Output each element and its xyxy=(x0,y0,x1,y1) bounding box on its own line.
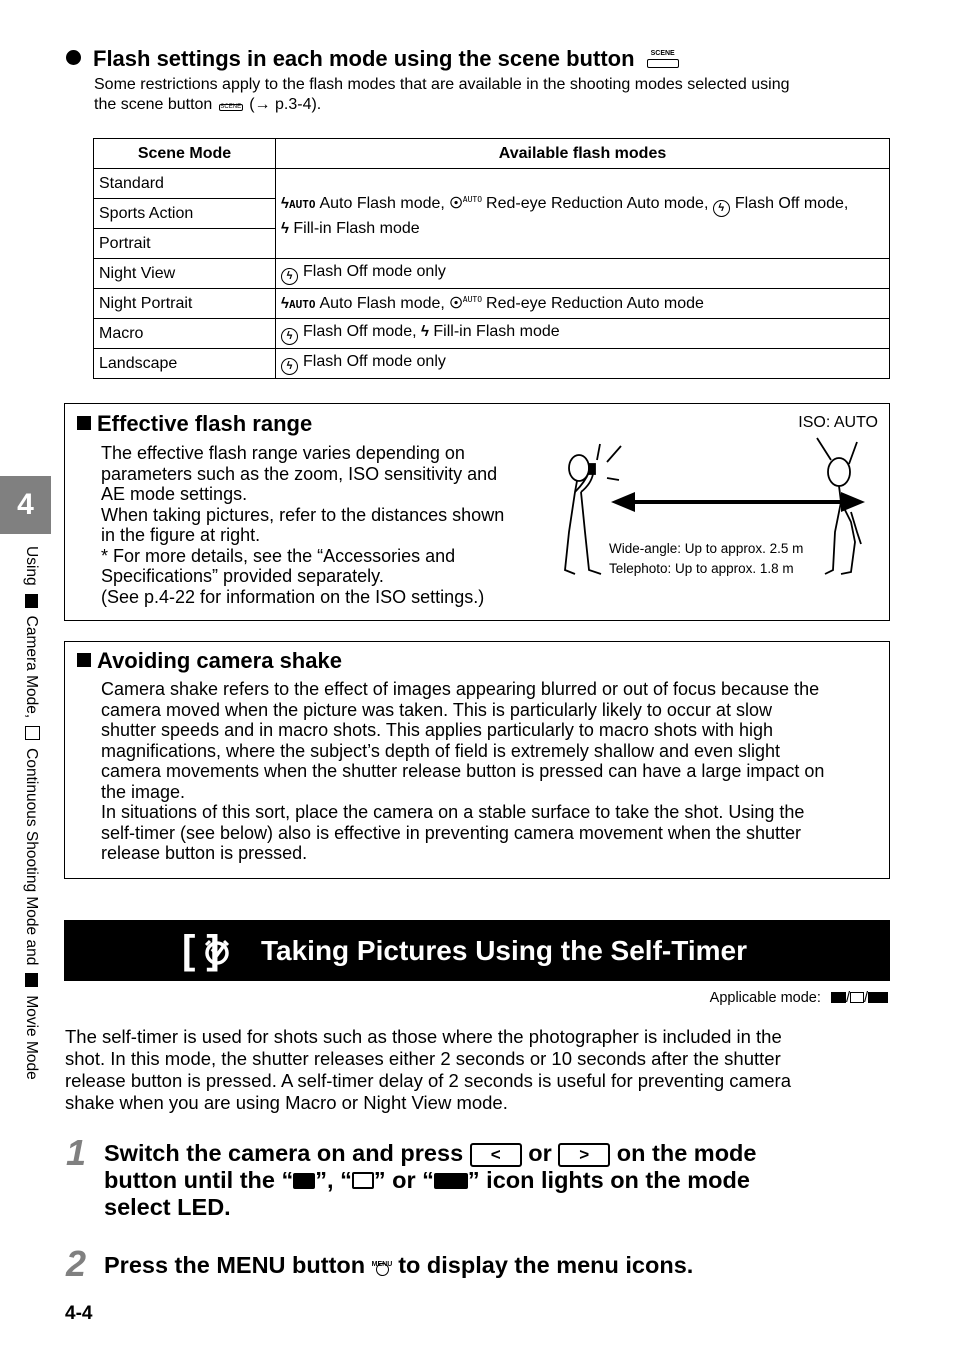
self-timer-title-bar xyxy=(64,920,890,981)
body-line: self-timer (see below) also is effective in preventing camera movement when the shutter xyxy=(101,822,801,843)
flash-mode-text: Flash Off mode, xyxy=(734,194,849,212)
table-header-row xyxy=(94,139,890,169)
flash-off-icon: ϟ xyxy=(281,268,298,285)
camera-icon xyxy=(25,594,38,608)
title-bracket: [ ] xyxy=(182,928,220,972)
scene-button-icon xyxy=(219,97,243,111)
body-line: When taking pictures, refer to the distances shown xyxy=(101,504,505,525)
flash-settings-description xyxy=(94,75,894,115)
box-title-text: Effective flash range xyxy=(97,411,313,436)
section-heading-flash-settings xyxy=(66,46,679,72)
side-text-part: Movie Mode xyxy=(23,995,40,1080)
continuous-shooting-icon xyxy=(850,992,864,1003)
column-header-scene-mode: Scene Mode xyxy=(94,139,276,169)
flash-mode-text: Fill-in Flash mode xyxy=(433,322,560,340)
continuous-shooting-icon xyxy=(352,1172,374,1189)
scene-icon-label: SCENE xyxy=(220,104,242,110)
table-row xyxy=(94,319,890,349)
body-line: parameters such as the zoom, ISO sensitivity and xyxy=(101,463,498,484)
self-timer-intro xyxy=(65,1026,885,1114)
redeye-icon: ☉ xyxy=(449,194,463,212)
flash-range-illustration xyxy=(555,432,885,582)
scene-mode-cell: Sports Action xyxy=(94,199,276,229)
scene-mode-cell: Macro xyxy=(94,319,276,349)
scene-button-icon xyxy=(647,50,679,68)
step-number: 2 xyxy=(66,1243,87,1284)
body-line: release button is pressed. xyxy=(101,843,308,863)
flash-mode-text: Flash Off mode only xyxy=(303,352,446,370)
chapter-tab: 4 xyxy=(0,476,51,534)
description-line: Some restrictions apply to the flash modes that are available in the shooting modes selected using xyxy=(94,76,790,93)
flash-modes-cell xyxy=(276,319,890,349)
box-title xyxy=(77,648,342,674)
iso-label: ISO: AUTO xyxy=(798,414,878,431)
step-1-text xyxy=(104,1140,894,1221)
flash-icon: ϟ xyxy=(281,194,289,212)
flash-modes-cell xyxy=(276,289,890,319)
flash-icon: ϟ xyxy=(281,295,289,312)
body-line: The self-timer is used for shots such as those where the photographer is included in the xyxy=(65,1026,782,1047)
menu-icon-label: MENU xyxy=(371,1261,393,1268)
body-line: camera movements when the shutter release button is pressed can have a large impact on xyxy=(101,761,825,781)
continuous-shooting-icon xyxy=(25,726,40,740)
side-text-part: Camera Mode, xyxy=(23,615,40,719)
step-text-part: ” or “ xyxy=(373,1167,434,1193)
body-line: Specifications” provided separately. xyxy=(101,566,384,586)
flash-mode-text: Auto Flash mode, xyxy=(319,194,445,212)
step-2-text xyxy=(104,1251,894,1279)
scene-icon-label: SCENE xyxy=(650,50,675,57)
menu-button-icon xyxy=(372,1251,392,1277)
flash-modes-table xyxy=(93,138,890,379)
table-row xyxy=(94,169,890,199)
auto-label: AUTO xyxy=(288,197,316,211)
right-button-key: > xyxy=(558,1143,610,1167)
flash-mode-text: Fill-in Flash mode xyxy=(293,219,420,237)
self-timer-icon xyxy=(202,938,232,966)
box-title xyxy=(77,411,312,437)
flash-mode-text: Flash Off mode, xyxy=(303,322,417,340)
wide-angle-range-text: Wide-angle: Up to approx. 2.5 m xyxy=(609,541,804,556)
movie-icon xyxy=(434,1173,468,1189)
step-text-part: button until the “ xyxy=(104,1167,294,1193)
auto-label: AUTO xyxy=(462,295,483,304)
scene-mode-cell: Portrait xyxy=(94,229,276,259)
flash-mode-text: Red-eye Reduction Auto mode, xyxy=(486,194,709,212)
section-title: Taking Pictures Using the Self-Timer xyxy=(261,935,747,966)
body-line: Camera shake refers to the effect of images appearing blurred or out of focus because the xyxy=(101,679,820,699)
auto-label: AUTO xyxy=(462,194,483,204)
side-text-part: Using xyxy=(23,546,40,586)
side-chapter-title xyxy=(20,546,42,1186)
telephoto-range-text: Telephoto: Up to approx. 1.8 m xyxy=(609,561,794,576)
flash-off-icon: ϟ xyxy=(281,358,298,375)
bullet-icon xyxy=(66,50,81,65)
flash-icon: ϟ xyxy=(420,322,429,340)
body-line: magnifications, where the subject’s depth of field is extremely shallow and even slight xyxy=(101,740,781,761)
body-line: release button is pressed. A self-timer delay of 2 seconds is useful for preventing camera xyxy=(65,1070,791,1091)
body-line: in the figure at right. xyxy=(101,525,261,545)
flash-modes-cell xyxy=(276,169,890,259)
scene-mode-cell: Night Portrait xyxy=(94,289,276,319)
page-number: 4-4 xyxy=(65,1303,93,1324)
step-text-part: on the mode xyxy=(616,1140,757,1166)
body-line: camera moved when the picture was taken. This is particularly likely to occur at slow xyxy=(101,699,772,720)
applicable-mode: Applicable mode: / / xyxy=(710,990,888,1006)
page-reference: (→ p.3-4). xyxy=(249,96,322,113)
applicable-label: Applicable mode: xyxy=(709,990,821,1006)
flash-range-text xyxy=(101,443,551,607)
body-line: * For more details, see the “Accessories and xyxy=(101,545,456,566)
table-row xyxy=(94,349,890,379)
body-line: (See p.4-22 for information on the ISO settings.) xyxy=(101,586,485,607)
left-button-key: < xyxy=(470,1143,522,1167)
step-line: select LED. xyxy=(104,1194,231,1220)
heading-text: Flash settings in each mode using the scene button xyxy=(93,46,635,71)
camera-icon xyxy=(293,1173,315,1189)
body-line: shot. In this mode, the shutter releases either 2 seconds or 10 seconds after the shutter xyxy=(65,1048,781,1069)
side-text-part: Continuous Shooting Mode and xyxy=(23,748,40,966)
camera-icon xyxy=(831,992,846,1003)
table-row xyxy=(94,259,890,289)
step-text-part: Switch the camera on and press xyxy=(104,1140,464,1166)
scene-mode-cell: Standard xyxy=(94,169,276,199)
flash-mode-text: Auto Flash mode, xyxy=(319,295,445,312)
effective-flash-range-box xyxy=(64,403,890,621)
flash-range-figure xyxy=(555,432,885,582)
auto-label: AUTO xyxy=(288,298,316,311)
body-line: the image. xyxy=(101,781,186,802)
flash-icon: ϟ xyxy=(281,219,289,237)
table-row xyxy=(94,289,890,319)
flash-modes-cell xyxy=(276,259,890,289)
body-line: shake when you are using Macro or Night View mode. xyxy=(65,1092,508,1113)
step-line xyxy=(104,1167,894,1194)
step-number: 1 xyxy=(66,1132,87,1173)
movie-icon xyxy=(868,992,888,1003)
square-bullet-icon xyxy=(77,653,91,667)
step-text-part: ” icon lights on the mode xyxy=(467,1167,750,1193)
description-text: the scene button xyxy=(94,96,213,113)
body-line: In situations of this sort, place the camera on a stable surface to take the shot. Using the xyxy=(101,802,805,822)
flash-off-icon: ϟ xyxy=(713,200,730,217)
distance-arrow xyxy=(611,492,865,512)
flash-mode-text: Flash Off mode only xyxy=(303,262,446,280)
description-line xyxy=(94,95,894,115)
scene-mode-cell: Night View xyxy=(94,259,276,289)
body-line: AE mode settings. xyxy=(101,484,248,504)
body-line: shutter speeds and in macro shots. This applies particularly to macro shots with high xyxy=(101,720,773,740)
scene-mode-cell: Landscape xyxy=(94,349,276,379)
column-header-flash-modes: Available flash modes xyxy=(276,139,890,169)
step-text-part: Press the MENU button xyxy=(104,1252,366,1278)
square-bullet-icon xyxy=(77,416,91,430)
flash-off-icon: ϟ xyxy=(281,328,298,345)
step-text-part: ”, “ xyxy=(315,1167,352,1193)
movie-icon xyxy=(25,973,38,987)
step-text-part: to display the menu icons. xyxy=(398,1252,694,1278)
step-line xyxy=(104,1140,894,1167)
camera-shake-text xyxy=(101,679,881,864)
avoiding-camera-shake-box xyxy=(64,641,890,879)
flash-modes-cell xyxy=(276,349,890,379)
box-title-text: Avoiding camera shake xyxy=(97,648,342,673)
step-text-part: or xyxy=(528,1140,552,1166)
flash-mode-text: Red-eye Reduction Auto mode xyxy=(486,295,704,312)
body-line: The effective flash range varies depending on xyxy=(101,443,465,463)
redeye-icon: ☉ xyxy=(449,295,463,312)
